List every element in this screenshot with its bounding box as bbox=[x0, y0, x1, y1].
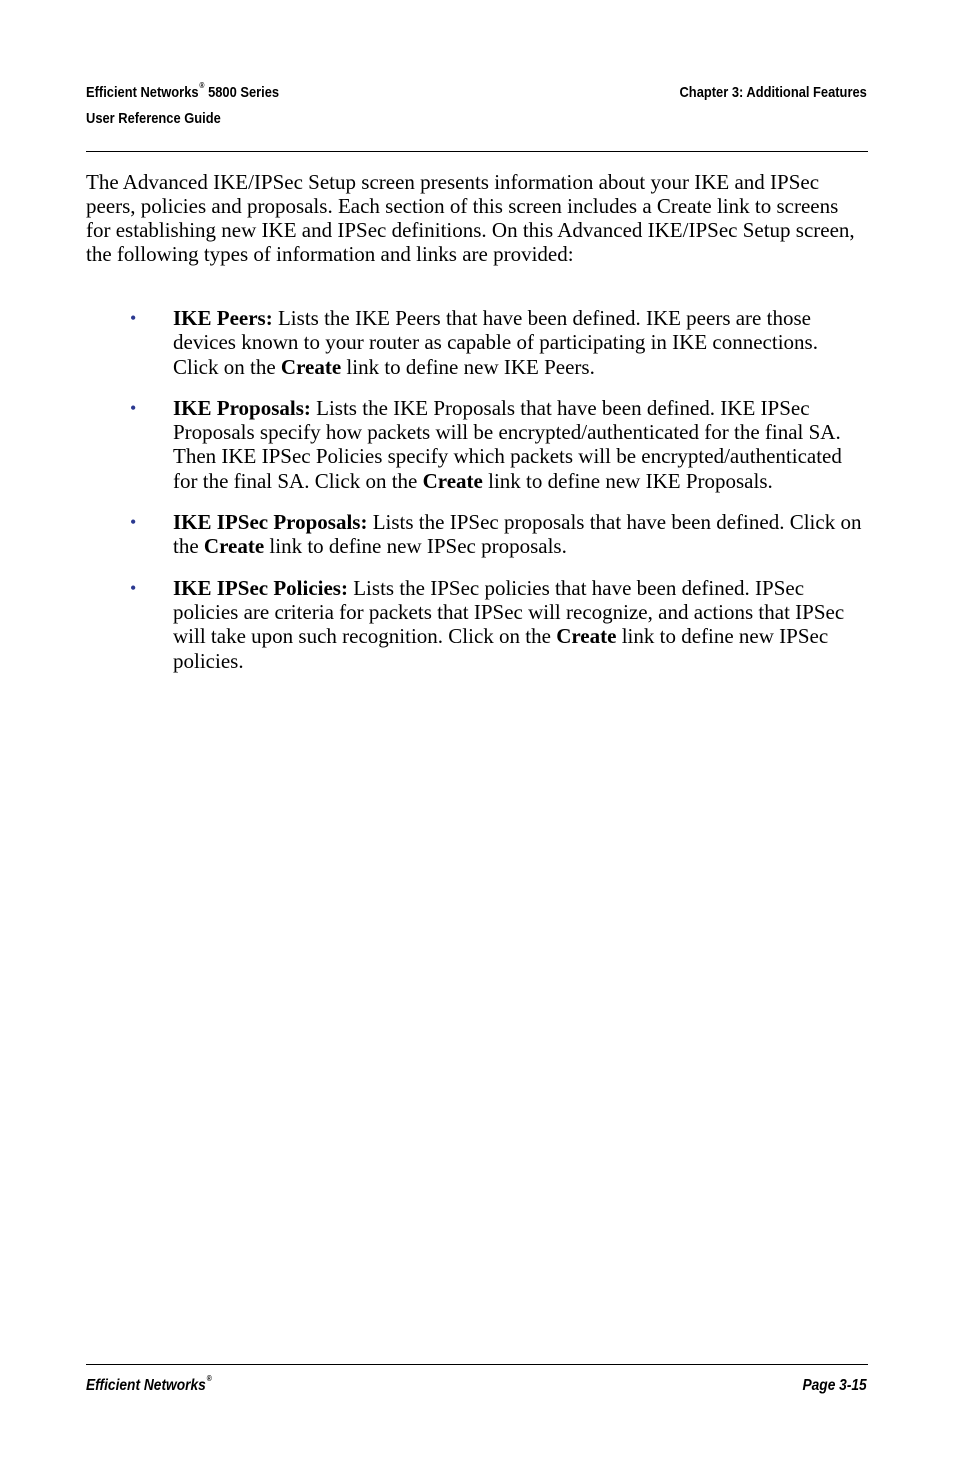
bullet-text: Lists the IPSec policies that have been defined. IPSec policies are criteria for packets that IPSec will recognize, and actions that IPSec will take upon such recognition. Click on the bbox=[173, 575, 845, 649]
bullet-text: Lists the IKE Proposals that have been defined. IKE IPSec Proposals specify how packets will be encrypted/authenticated for the final SA. Then IKE IPSec Policies specify which packets will be encrypted/authenticated for the final SA. Click on the bbox=[173, 395, 842, 493]
header-registered-mark: ® bbox=[199, 81, 205, 90]
footer-brand-wrap bbox=[86, 1374, 212, 1395]
bullet-text: Lists the IPSec proposals that have been defined. Click on the bbox=[173, 510, 862, 559]
header-product: Efficient Networks bbox=[86, 84, 199, 101]
create-link: Create bbox=[422, 468, 483, 493]
header-guide: User Reference Guide bbox=[86, 110, 221, 127]
header-rule bbox=[86, 151, 868, 152]
bullet-text-end: link to define new IPSec proposals. bbox=[264, 534, 567, 559]
bullet-dot: • bbox=[130, 397, 137, 418]
bullet-text-end: link to define new IKE Proposals. bbox=[482, 468, 773, 493]
header-product-line bbox=[86, 81, 280, 101]
header-chapter-text: Chapter 3: Additional Features bbox=[679, 84, 867, 101]
footer-registered-mark: ® bbox=[206, 1374, 212, 1383]
bullet-term: IKE Peers: bbox=[173, 306, 273, 330]
bullet-item-ipsec-proposals bbox=[130, 510, 866, 559]
footer-brand: Efficient Networks bbox=[86, 1377, 206, 1394]
bullet-list bbox=[130, 306, 866, 690]
bullet-dot: • bbox=[130, 512, 137, 533]
intro-text: The Advanced IKE/IPSec Setup screen presents information about your IKE and IPSec peers, policies and proposals. Each section of this screen includes a Create link to screens for establishing new IKE and IPSec definitions. On this Advanced IKE/IPSec Setup screen, the following types of information and links are provided: bbox=[86, 170, 855, 266]
footer-rule bbox=[86, 1364, 868, 1365]
create-link: Create bbox=[280, 354, 342, 379]
footer-page-line bbox=[792, 1377, 867, 1395]
bullet-text-end: link to define new IPSec policies. bbox=[173, 624, 829, 673]
header-chapter bbox=[649, 84, 867, 101]
intro-paragraph bbox=[86, 170, 866, 266]
page-number: Page 3-15 bbox=[802, 1377, 867, 1394]
bullet-item-ipsec-policies bbox=[130, 576, 866, 673]
create-link: Create bbox=[203, 534, 265, 559]
footer-brand-line bbox=[86, 1374, 232, 1395]
bullet-dot: • bbox=[130, 308, 137, 328]
bullet-item-ike-peers bbox=[130, 306, 866, 379]
bullet-dot: • bbox=[130, 577, 137, 598]
create-link: Create bbox=[556, 624, 617, 649]
header-series: 5800 Series bbox=[208, 84, 280, 101]
bullet-item-ike-proposals bbox=[130, 396, 866, 493]
bullet-text-end: link to define new IKE Peers. bbox=[341, 354, 595, 379]
bullet-term: IKE IPSec Policies: bbox=[173, 575, 348, 600]
bullet-text: Lists the IKE Peers that have been defined. IKE peers are those devices known to your router as capable of participating in IKE connections. Click on the bbox=[173, 306, 818, 379]
bullet-term: IKE IPSec Proposals: bbox=[173, 510, 368, 535]
bullet-term: IKE Proposals: bbox=[173, 395, 311, 420]
